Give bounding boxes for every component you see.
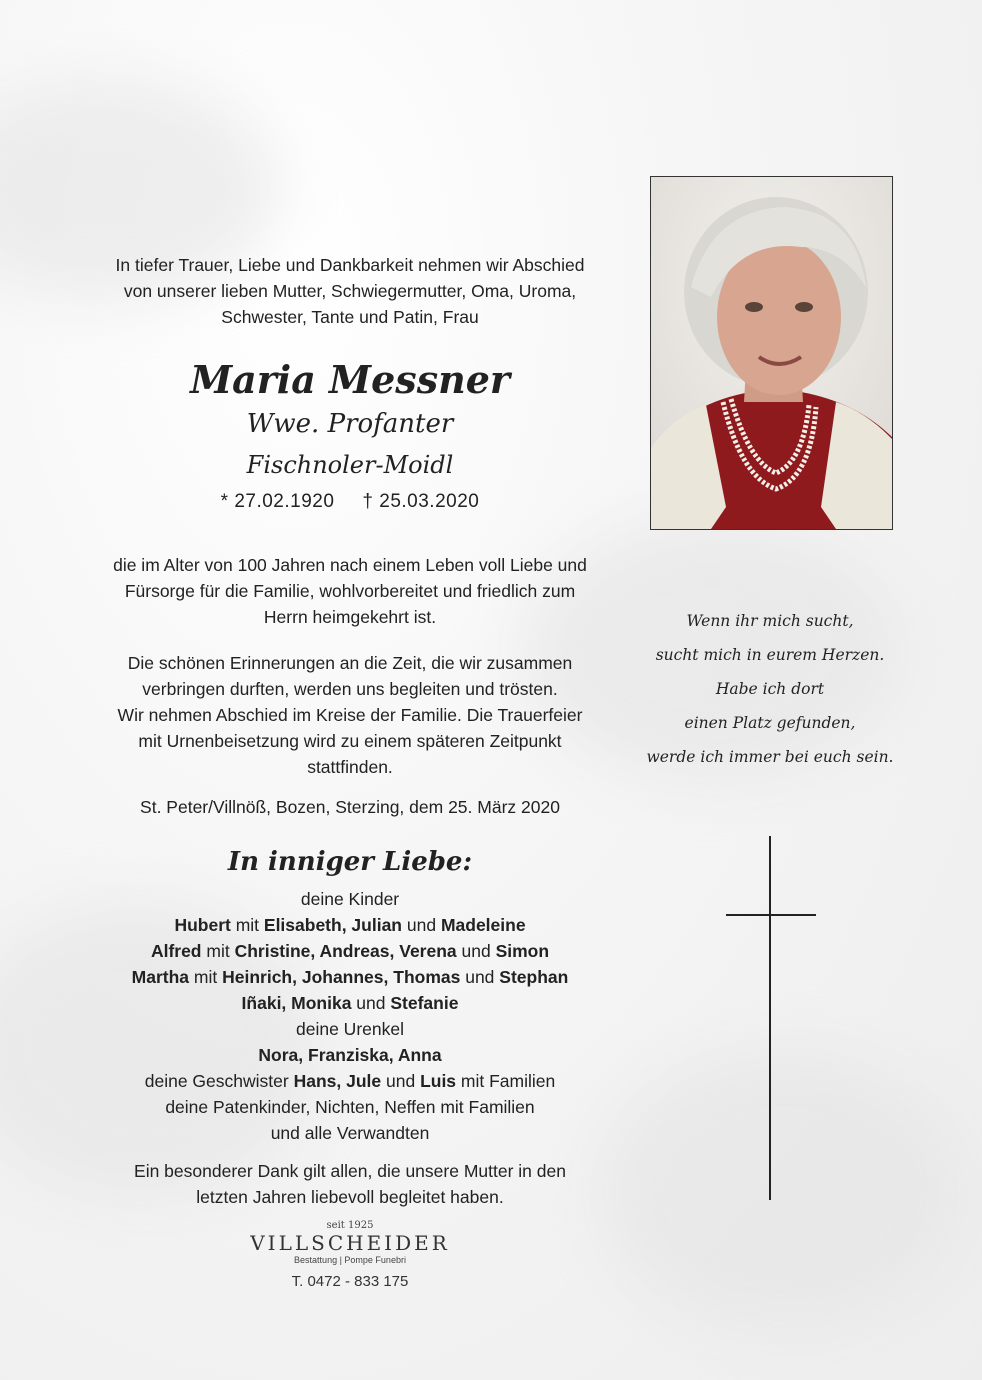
paragraph-2 [100, 650, 600, 780]
portrait-photo [650, 176, 893, 530]
connector: und [456, 941, 496, 961]
text-line: Fürsorge für die Familie, wohlvorbereitet und friedlich zum [124, 581, 576, 601]
family-name: Heinrich, Johannes, Thomas [222, 967, 461, 987]
family-name: Alfred [150, 941, 202, 961]
family-name: Madeleine [440, 915, 526, 935]
connector: und [381, 1071, 421, 1091]
family-name: Luis [420, 1071, 457, 1091]
family-name: Hans, Jule [293, 1071, 382, 1091]
family-name: Stefanie [390, 993, 459, 1013]
thanks-line: Ein besonderer Dank gilt allen, die unsere Mutter in den [134, 1161, 566, 1181]
family-line [100, 990, 600, 1016]
family-line [100, 964, 600, 990]
logo-tagline: Bestattung | Pompe Funebri [294, 1255, 406, 1265]
family-name: Elisabeth, Julian [263, 915, 402, 935]
text-line: Die schönen Erinnerungen an die Zeit, die wir zusammen [127, 653, 573, 673]
logo-brand: VILLSCHEIDER [250, 1231, 450, 1255]
logo-since: seit 1925 [326, 1220, 374, 1231]
family-label: deine Urenkel [296, 1019, 404, 1039]
poem-line: einen Platz gefunden, [684, 714, 856, 732]
poem-line: Wenn ihr mich sucht, [686, 612, 854, 630]
family-line [100, 912, 600, 938]
intro-line: In tiefer Trauer, Liebe und Dankbarkeit nehmen wir Abschied [115, 255, 585, 275]
family-line [100, 938, 600, 964]
family-line [100, 1068, 600, 1094]
connector: und [402, 915, 441, 935]
intro-text [100, 252, 600, 330]
family-name: Simon [495, 941, 550, 961]
connector: mit [201, 941, 235, 961]
heading-text: In inniger Liebe: [227, 847, 473, 877]
name-block [100, 358, 600, 516]
poem-line: Habe ich dort [715, 680, 825, 698]
family-name: Christine, Andreas, Verena [234, 941, 457, 961]
cross-icon-bar [726, 914, 816, 916]
connector: und [351, 993, 391, 1013]
place-date-text: St. Peter/Villnöß, Bozen, Sterzing, dem 25. März 2020 [140, 797, 560, 817]
text-line: Herrn heimgekehrt ist. [263, 607, 437, 627]
house-name: Fischnoler-Moidl [246, 451, 454, 479]
text-line: stattfinden. [307, 757, 393, 777]
deceased-name: Maria Messner [190, 357, 510, 402]
logo-phone: T. 0472 - 833 175 [291, 1273, 409, 1290]
memorial-poem [620, 604, 920, 774]
family-label: deine Kinder [300, 889, 400, 909]
family-line: Nora, Franziska, Anna [258, 1045, 442, 1065]
background-texture [600, 1050, 960, 1330]
widow-of: Wwe. Profanter [246, 409, 454, 439]
poem-line: werde ich immer bei euch sein. [646, 748, 894, 766]
family-name: Martha [131, 967, 190, 987]
thanks [100, 1158, 600, 1210]
thanks-line: letzten Jahren liebevoll begleitet haben. [196, 1187, 504, 1207]
text-line: die im Alter von 100 Jahren nach einem Leben voll Liebe und [113, 555, 587, 575]
connector: mit [189, 967, 223, 987]
birth-date: * 27.02.1920 [220, 491, 335, 512]
text-line: verbringen durften, werden uns begleiten und trösten. [142, 679, 558, 699]
funeral-home-logo [230, 1220, 470, 1290]
death-date: † 25.03.2020 [362, 491, 480, 512]
connector: mit [230, 915, 264, 935]
mourners-list [100, 886, 600, 1146]
family-line: und alle Verwandten [270, 1123, 430, 1143]
mourners-heading [100, 846, 600, 878]
family-name: Stephan [499, 967, 569, 987]
intro-line: Schwester, Tante und Patin, Frau [221, 307, 479, 327]
intro-line: von unserer lieben Mutter, Schwiegermutter, Oma, Uroma, [123, 281, 577, 301]
portrait-image [651, 177, 892, 529]
family-name: Hubert [174, 915, 231, 935]
text-line: Wir nehmen Abschied im Kreise der Familie. Die Trauerfeier [117, 705, 583, 725]
life-dates [100, 488, 600, 516]
family-line: deine Patenkinder, Nichten, Neffen mit Familien [165, 1097, 535, 1117]
connector: deine Geschwister [144, 1071, 294, 1091]
text-line: mit Urnenbeisetzung wird zu einem späteren Zeitpunkt [138, 731, 562, 751]
connector: mit Familien [456, 1071, 556, 1091]
family-name: Iñaki, Monika [241, 993, 352, 1013]
connector: und [460, 967, 500, 987]
poem-line: sucht mich in eurem Herzen. [655, 646, 885, 664]
cross-icon [769, 836, 771, 1200]
paragraph-1 [100, 552, 600, 630]
place-date [100, 794, 600, 820]
